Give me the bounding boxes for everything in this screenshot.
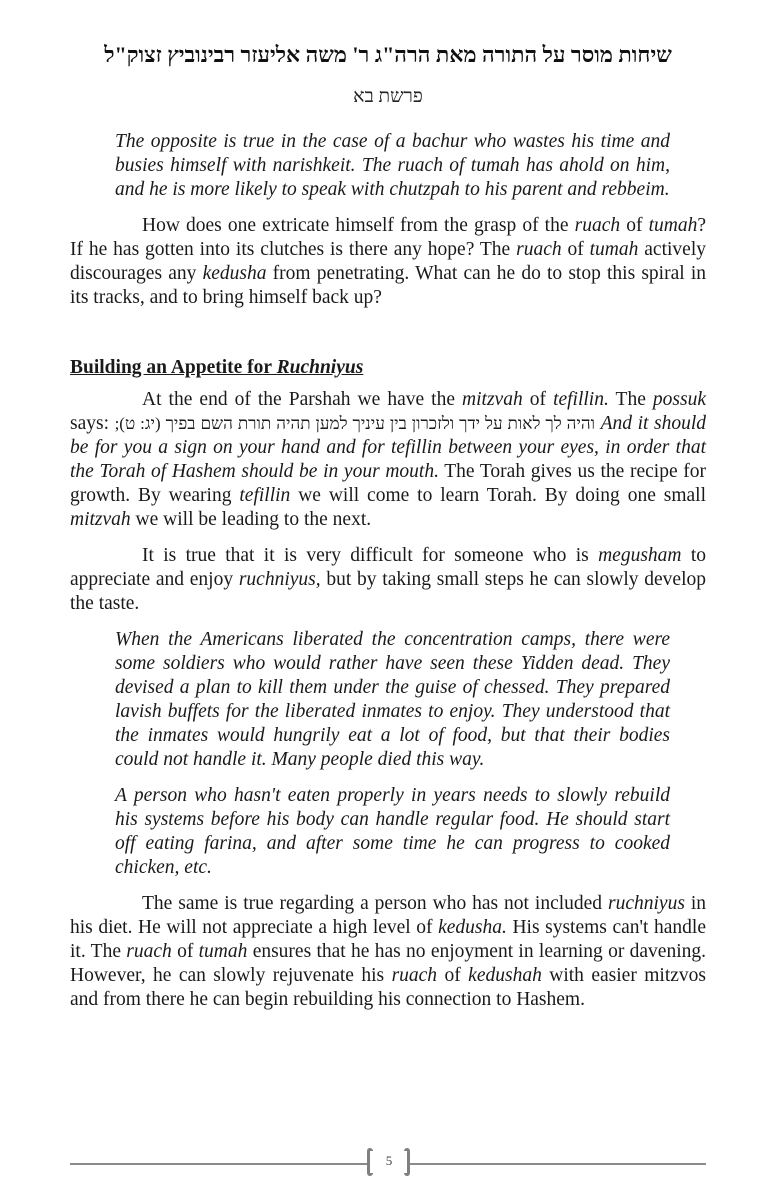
- running-header: [0, 40, 776, 110]
- footer-rule-right: [410, 1163, 706, 1165]
- page-footer: [70, 1148, 706, 1178]
- block-quote-bachur: The opposite is true in the case of a bachur who wastes his time and busies himself with narishkeit. The ruach of tumah has ahold on him, and he is more likely to speak with chutzpah to his parent and rebbeim.: [115, 131, 670, 200]
- block-quote-liberation: When the Americans liberated the concentration camps, there were some soldiers who would rather have seen these Yidden dead. They devised a plan to kill them under the guise of chessed. They prepared lavish buffets for the liberated inmates to enjoy. They understood that the inmates would hungrily eat a lot of food, but that their bodies could not handle it. Many people died this way.: [115, 629, 670, 770]
- open-bracket-icon: [367, 1148, 373, 1176]
- page-number: 5: [385, 1153, 393, 1168]
- close-bracket-icon: [404, 1148, 410, 1176]
- paragraph-extricate: How does one extricate himself from the grasp of the ruach of tumah? If he has gotten into its clutches is there any hope? The ruach of tumah actively discourages any kedusha from penetrating. What can he do to stop this spiral in its tracks, and to bring himself back up?: [70, 215, 707, 308]
- hebrew-possuk: והיה לך לאות על ידך ולזכרון בין עיניך למען תהיה תורת השם בפיך (יג: ט);: [114, 414, 595, 433]
- section-heading: Building an Appetite for Ruchniyus: [70, 357, 364, 378]
- paragraph-diet: The same is true regarding a person who has not included ruchniyus in his diet. He will not appreciate a high level of kedusha. His systems can't handle it. The ruach of tumah ensures that he has no enjoyment in learning or davening. However, he can slowly rejuvenate his ruach of kedushah with easier mitzvos and from there he can begin rebuilding his connection to Hashem.: [70, 893, 707, 1010]
- possuk-translation: And it should be for you a sign on your hand and for tefillin between your eyes, in order that the Torah of Hashem should be in your mouth.: [70, 413, 706, 482]
- block-quote-farina: A person who hasn't eaten properly in years needs to slowly rebuild his systems before his body can handle regular food. He should start off eating farina, and after some time he can progress to cooked chicken, etc.: [115, 785, 670, 878]
- page-body: [70, 130, 706, 1012]
- footer-rule-left: [70, 1163, 367, 1165]
- parsha-title: פרשת בא: [353, 86, 423, 107]
- paragraph-tefillin: At the end of the Parshah we have the mitzvah of tefillin. The possuk says: והיה לך לאות על ידך ולזכרון בין עיניך למען תהיה תורת השם בפיך (יג: ט); And it should be for you a sign on your hand and for tefillin between your eyes, in order that the Torah of Hashem should be in your mouth. The Torah gives us the recipe for growth. By wearing tefillin we will come to learn Torah. By doing one small mitzvah we will be leading to the next.: [70, 389, 707, 530]
- book-title: שיחות מוסר על התורה מאת הרה"ג ר' משה אליעזר רבינוביץ זצוק"ל: [104, 42, 672, 67]
- paragraph-megusham: It is true that it is very difficult for someone who is megusham to appreciate and enjoy ruchniyus, but by taking small steps he can slowly develop the taste.: [70, 545, 707, 614]
